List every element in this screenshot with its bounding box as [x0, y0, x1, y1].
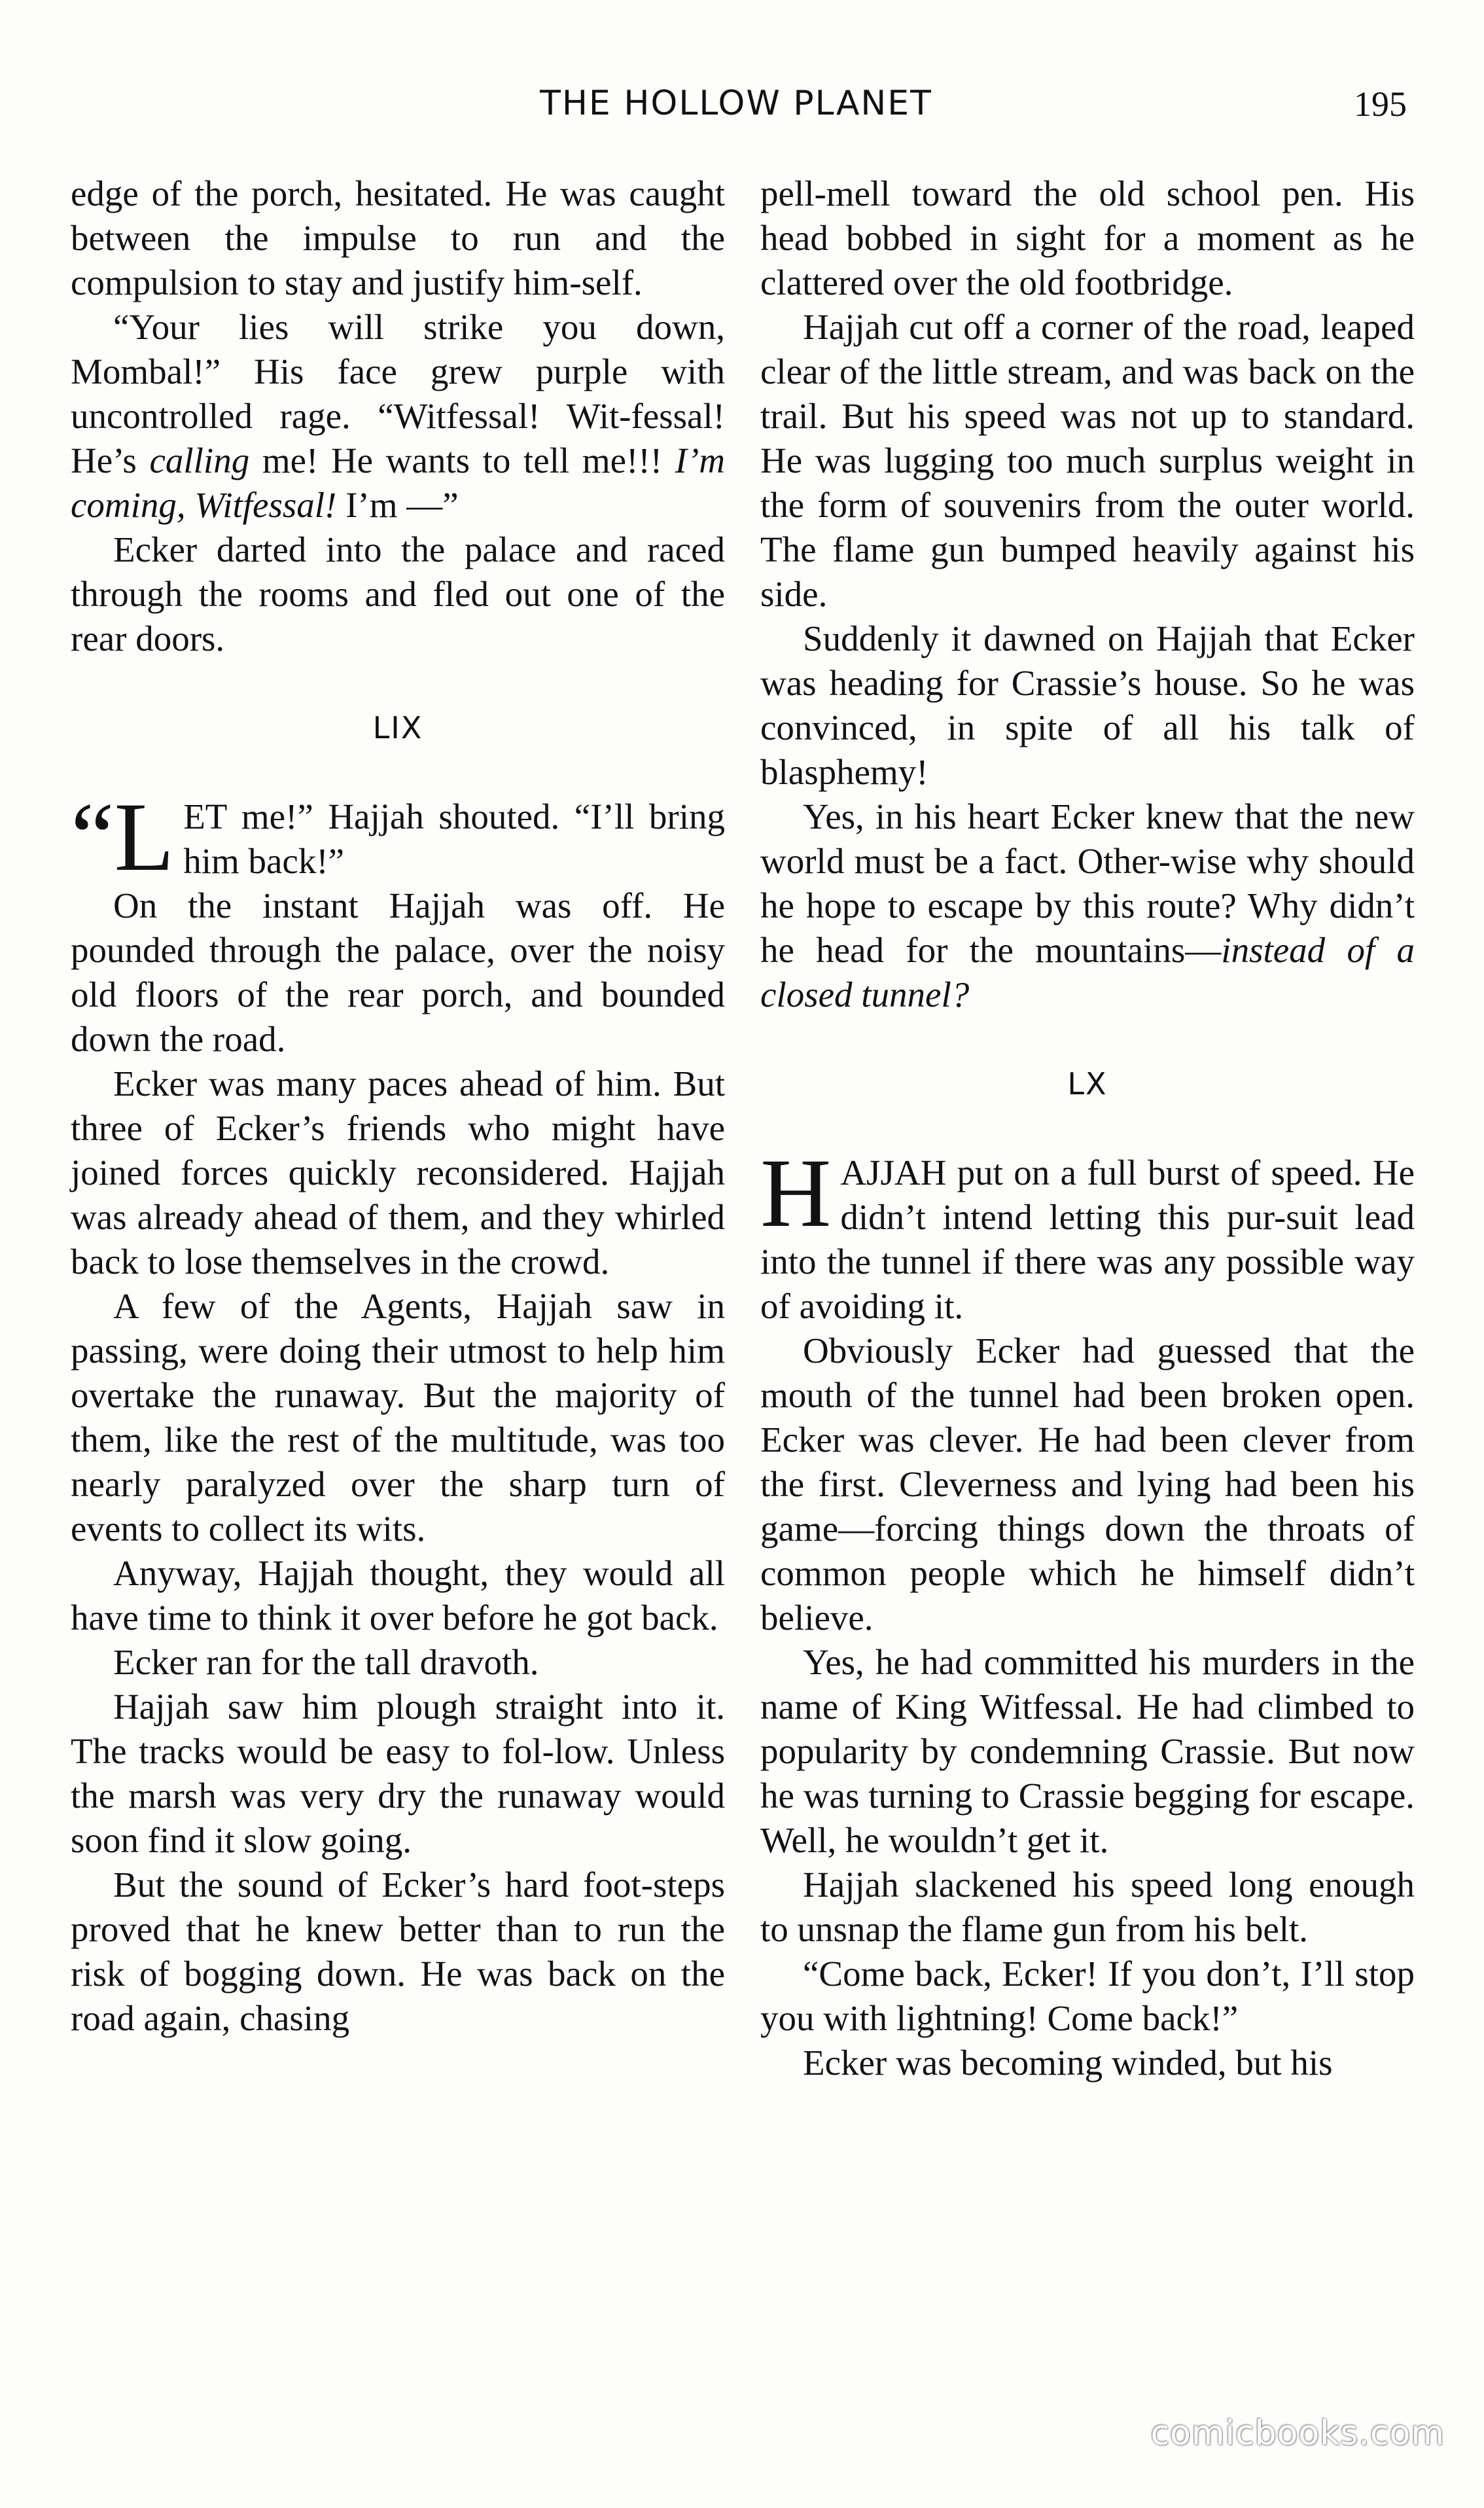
paragraph: edge of the porch, hesitated. He was caught between the impulse to run and the compulsion to stay and justify him-self. — [71, 173, 725, 302]
right-text-column — [760, 171, 1415, 2085]
section-spacer — [760, 1106, 1415, 1151]
page-header — [65, 84, 1407, 136]
watermark-logo: comicbooks.com — [1150, 2414, 1445, 2453]
paragraph: Obviously Ecker had guessed that the mouth of the tunnel had been broken open. Ecker was clever. He had been clever from the first. Cleverness and lying had been his game—forcing things down the throats of common people which he himself didn’t believe. — [760, 1331, 1415, 1638]
drop-cap-letter: H — [760, 1139, 832, 1247]
running-title: THE HOLLOW PLANET — [540, 84, 932, 123]
left-text-column — [71, 171, 725, 2041]
section-spacer — [71, 661, 725, 706]
paragraph: Hajjah slackened his speed long enough to unsnap the flame gun from his belt. — [760, 1865, 1415, 1949]
paragraph: Ecker was many paces ahead of him. But three of Ecker’s friends who might have joined forces quickly reconsidered. Hajjah was already ahead of them, and they whirled back to lose themselves in the crowd. — [71, 1064, 725, 1281]
paragraph: Yes, in his heart Ecker knew that the new world must be a fact. Other-wise why should he hope to escape by this route? Why didn’t he head for the mountains—instead of a closed tunnel? — [760, 797, 1415, 1014]
paragraph: A few of the Agents, Hajjah saw in passing, were doing their utmost to help him overtake the runaway. But the majority of them, like the rest of the multitude, was too nearly paralyzed over the sharp turn of events to collect its wits. — [71, 1286, 725, 1549]
paragraph: pell-mell toward the old school pen. His head bobbed in sight for a moment as he clattered over the old footbridge. — [760, 173, 1415, 302]
paragraph: But the sound of Ecker’s hard foot-steps proved that he knew better than to run the risk of bogging down. He was back on the road again, chasing — [71, 1865, 725, 2038]
paragraph: “Your lies will strike you down, Mombal!” His face grew purple with uncontrolled rage. “Witfessal! Wit-fessal! He’s calling me! He wants to tell me!!! I’m coming, Witfessal! I’m —” — [71, 307, 725, 525]
paragraph-text: ET me!” Hajjah shouted. “I’ll bring him back!” — [183, 797, 725, 881]
paragraph: On the instant Hajjah was off. He pounded through the palace, over the noisy old floors of the rear porch, and bounded down the road. — [71, 886, 725, 1059]
chapter-heading: LX — [1067, 1066, 1108, 1102]
chapter-heading: LIX — [372, 710, 423, 745]
chapter-opening-paragraph — [760, 1139, 1415, 1329]
drop-cap-letter: “L — [71, 783, 175, 891]
section-spacer — [760, 1017, 1415, 1062]
paragraph: Ecker was becoming winded, but his — [803, 2043, 1333, 2083]
paragraph: Hajjah saw him plough straight into it. The tracks would be easy to fol-low. Unless the marsh was very dry the runaway would soon find it slow going. — [71, 1687, 725, 1860]
paragraph: Ecker darted into the palace and raced through the rooms and fled out one of the rear doors. — [71, 529, 725, 658]
paragraph: Ecker ran for the tall dravoth. — [113, 1642, 539, 1682]
paragraph: Yes, he had committed his murders in the name of King Witfessal. He had climbed to popularity by condemning Crassie. But now he was turning to Crassie begging for escape. Well, he wouldn’t get it. — [760, 1642, 1415, 1860]
paragraph-text: AJJAH put on a full burst of speed. He didn’t intend letting this pur-suit lead into the tunnel if there was any possible way of avoiding it. — [760, 1153, 1415, 1326]
page-number: 195 — [1354, 84, 1407, 124]
chapter-opening-paragraph — [71, 783, 725, 891]
paragraph: Suddenly it dawned on Hajjah that Ecker was heading for Crassie’s house. So he was convinced, in spite of all his talk of blasphemy! — [760, 618, 1415, 792]
paragraph: Anyway, Hajjah thought, they would all have time to think it over before he got back. — [71, 1553, 725, 1638]
paragraph: Hajjah cut off a corner of the road, leaped clear of the little stream, and was back on the trail. But his speed was not up to standard. He was lugging too much surplus weight in the form of souvenirs from the outer world. The flame gun bumped heavily against his side. — [760, 307, 1415, 614]
paragraph: “Come back, Ecker! If you don’t, I’ll stop you with lightning! Come back!” — [760, 1954, 1415, 2038]
